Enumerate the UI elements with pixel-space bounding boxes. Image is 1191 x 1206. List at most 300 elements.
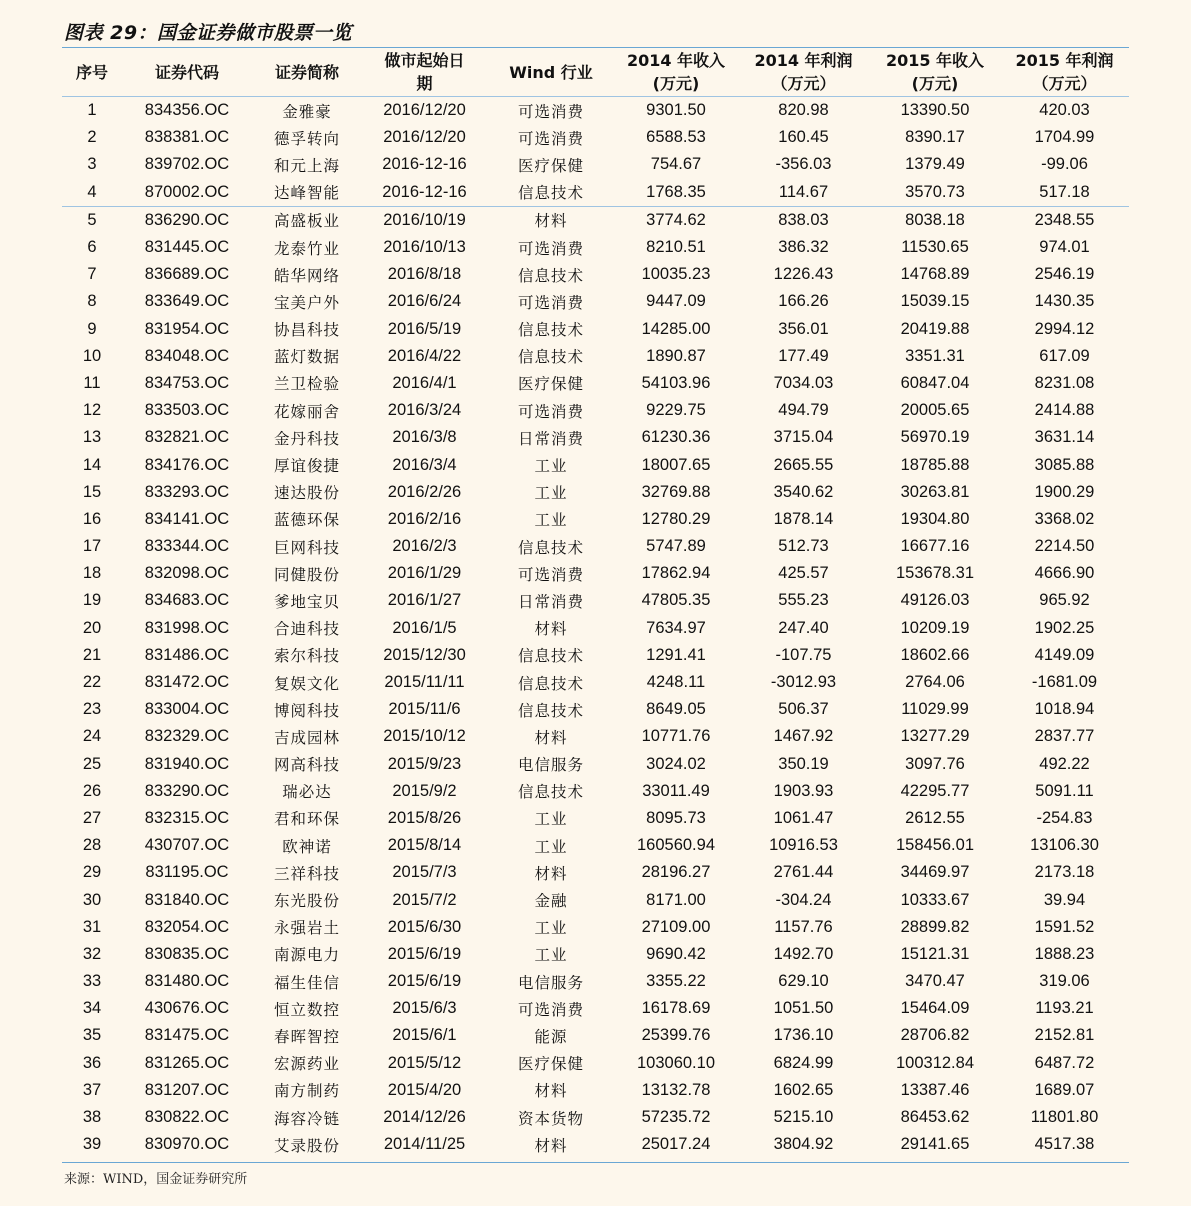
cell-start-date: 2016/3/8 [392,428,457,447]
cell-name: 同健股份 [273,565,340,584]
table-row [62,234,1129,261]
cell-industry: 医疗保健 [517,156,584,175]
table-row [62,151,1129,178]
cell-industry: 可选消费 [517,102,584,121]
cell-profit-2014: 2761.44 [773,863,834,882]
col-header-start-date: 做市起始日 期 [362,48,487,97]
cell-profit-2015: 1888.23 [1034,944,1095,963]
cell-name: 花嫁丽舍 [273,402,340,421]
cell-industry: 可选消费 [517,565,584,584]
cell-index: 17 [82,537,102,556]
cell-revenue-2014: 103060.10 [637,1053,715,1072]
cell-revenue-2014: 7634.97 [646,618,706,637]
cell-index: 14 [82,455,102,474]
cell-code: 839702.OC [144,155,230,174]
table-row [62,288,1129,315]
cell-profit-2014: 838.03 [778,210,829,229]
table-row [62,1050,1129,1077]
cell-profit-2015: 420.03 [1039,101,1090,120]
market-making-stocks-table [62,48,1129,1158]
cell-industry: 材料 [534,212,568,231]
cell-profit-2015: 4149.09 [1034,645,1095,664]
table-row [62,832,1129,859]
cell-start-date: 2015/6/30 [387,917,462,936]
cell-industry: 可选消费 [517,293,584,312]
cell-code: 836689.OC [144,265,230,284]
col-header-profit-2014: 2014 年利润 （万元） [737,48,870,97]
cell-revenue-2014: 32769.88 [641,482,711,501]
table-row [62,859,1129,886]
cell-code: 430676.OC [144,999,230,1018]
cell-start-date: 2016/6/24 [387,292,462,311]
cell-profit-2014: 114.67 [737,179,870,207]
cell-industry: 工业 [534,511,568,530]
cell-revenue-2014: 6588.53 [646,128,706,147]
cell-revenue-2015: 3470.47 [905,972,965,991]
cell-industry: 可选消费 [517,1000,584,1019]
cell-revenue-2014: 1768.35 [615,179,737,207]
cell-profit-2014: 160.45 [778,128,829,147]
cell-industry: 日常消费 [517,592,584,611]
cell-index: 8 [87,292,97,311]
cell-revenue-2015: 18602.66 [900,645,970,664]
cell-profit-2015: 965.92 [1039,591,1090,610]
cell-revenue-2014: 13132.78 [641,1080,711,1099]
cell-revenue-2015: 34469.97 [900,863,970,882]
cell-start-date: 2016/1/27 [387,591,462,610]
cell-code: 831195.OC [145,863,229,882]
cell-start-date: 2016/10/19 [383,210,466,229]
cell-start-date: 2016/2/16 [387,509,462,528]
cell-industry: 材料 [534,1082,568,1101]
cell-index: 11 [83,373,101,392]
cell-start-date: 2016/3/24 [387,401,462,420]
cell-index: 30 [82,890,102,909]
cell-index: 28 [82,836,102,855]
cell-revenue-2014: 54103.96 [641,373,711,392]
table-row [62,1077,1129,1104]
cell-revenue-2015: 20005.65 [900,401,970,420]
cell-code: 836290.OC [144,210,230,229]
cell-profit-2014: 1736.10 [773,1026,834,1045]
cell-profit-2014: 1602.65 [773,1080,834,1099]
cell-profit-2014: 6824.99 [773,1053,834,1072]
cell-start-date: 2016-12-16 [362,179,487,207]
cell-code: 830835.OC [144,944,230,963]
cell-revenue-2015: 30263.81 [900,482,970,501]
table-row [62,424,1129,451]
cell-code: 832098.OC [144,564,230,583]
cell-name: 春晖智控 [273,1027,340,1046]
cell-name: 宝美户外 [273,293,340,312]
cell-profit-2015: 2994.12 [1034,319,1095,338]
cell-profit-2015: -254.83 [1036,808,1093,827]
cell-revenue-2014: 10035.23 [641,265,711,284]
cell-start-date: 2016/4/22 [387,346,462,365]
cell-revenue-2014: 33011.49 [642,781,710,800]
cell-index: 7 [87,265,97,284]
cell-revenue-2015: 2612.55 [905,808,965,827]
cell-name: 龙泰竹业 [273,239,340,258]
col-header-profit-2015: 2015 年利润 （万元） [1000,48,1129,97]
cell-profit-2014: -356.03 [775,155,832,174]
table-row [62,261,1129,288]
table-row [62,886,1129,913]
cell-industry: 信息技术 [517,538,584,557]
cell-industry: 信息技术 [517,674,584,693]
table-header-row [62,48,1129,97]
cell-profit-2014: 820.98 [778,101,829,120]
cell-profit-2015: 3368.02 [1034,509,1095,528]
cell-revenue-2015: 14768.89 [900,265,970,284]
cell-code: 430707.OC [144,836,230,855]
cell-profit-2015: 974.01 [1039,238,1090,257]
cell-code: 830970.OC [144,1135,230,1154]
cell-name: 南源电力 [273,946,340,965]
table-row [62,805,1129,832]
cell-profit-2015: 3085.88 [1034,455,1095,474]
cell-profit-2015: 2173.18 [1034,863,1095,882]
cell-start-date: 2016/12/20 [383,128,466,147]
cell-industry: 信息技术 [517,701,584,720]
cell-profit-2014: 1878.14 [773,509,834,528]
cell-profit-2015: 4517.38 [1034,1135,1095,1154]
cell-name: 和元上海 [273,156,340,175]
cell-name: 三祥科技 [273,864,340,883]
cell-name: 达峰智能 [252,179,362,207]
cell-revenue-2014: 57235.72 [641,1108,711,1127]
cell-start-date: 2016/10/13 [383,238,466,257]
cell-index: 13 [82,428,102,447]
col-header-industry: Wind 行业 [487,48,615,97]
cell-name: 南方制药 [273,1082,340,1101]
cell-index: 10 [82,346,102,365]
cell-start-date: 2015/9/2 [392,781,457,800]
cell-revenue-2015: 8390.17 [905,128,965,147]
cell-industry: 可选消费 [517,402,584,421]
cell-code: 831475.OC [144,1026,230,1045]
cell-name: 艾录股份 [273,1136,340,1155]
cell-name: 高盛板业 [273,212,340,231]
cell-code: 838381.OC [144,128,230,147]
cell-revenue-2015: 60847.04 [900,373,970,392]
cell-name: 瑞必达 [282,783,332,802]
cell-code: 830822.OC [144,1108,230,1127]
cell-name: 恒立数控 [273,1000,340,1019]
cell-revenue-2015: 16677.16 [900,537,970,556]
cell-revenue-2015: 158456.01 [896,836,974,855]
source-note: 来源：WIND，国金证券研究所 [64,1172,248,1187]
cell-revenue-2015: 100312.84 [896,1053,974,1072]
cell-revenue-2015: 11530.65 [901,238,969,257]
cell-revenue-2015: 15121.31 [900,944,970,963]
cell-profit-2014: 555.23 [778,591,829,610]
cell-profit-2014: 386.32 [778,238,829,257]
cell-profit-2015: 1018.94 [1034,700,1095,719]
cell-profit-2014: 1051.50 [773,999,834,1018]
cell-profit-2014: 1061.47 [773,808,834,827]
cell-revenue-2014: 1890.87 [646,346,706,365]
cell-index: 15 [82,482,102,501]
table-row [62,451,1129,478]
table-row [62,642,1129,669]
cell-profit-2014: 629.10 [778,972,829,991]
cell-name: 蓝灯数据 [273,348,340,367]
cell-index: 36 [82,1053,102,1072]
cell-name: 厚谊俊捷 [273,457,340,476]
cell-industry: 材料 [534,620,568,639]
cell-industry: 信息技术 [517,266,584,285]
cell-revenue-2015: 13387.46 [900,1080,970,1099]
cell-profit-2014: 3804.92 [773,1135,834,1154]
cell-revenue-2015: 86453.62 [900,1108,970,1127]
cell-code: 831445.OC [144,238,230,257]
cell-profit-2014: -107.75 [775,645,832,664]
cell-profit-2015: -99.06 [1041,155,1088,174]
cell-index: 38 [82,1108,102,1127]
table-body [62,97,1129,1159]
cell-name: 吉成园林 [273,728,340,747]
cell-code: 831940.OC [144,754,230,773]
cell-start-date: 2015/7/3 [392,863,457,882]
table-row [62,397,1129,424]
cell-industry: 信息技术 [517,647,584,666]
cell-profit-2014: 506.37 [778,700,829,719]
cell-revenue-2014: 9447.09 [646,292,706,311]
cell-name: 东光股份 [273,892,340,911]
table-row [62,696,1129,723]
cell-revenue-2015: 11029.99 [901,700,969,719]
cell-revenue-2015: 3570.73 [870,179,1000,207]
cell-industry: 医疗保健 [517,1055,584,1074]
col-header-index: 序号 [62,48,122,97]
table-row [62,1131,1129,1158]
cell-start-date: 2015/11/6 [388,700,461,719]
cell-industry: 工业 [534,457,568,476]
cell-code: 833503.OC [144,401,230,420]
cell-revenue-2014: 9690.42 [646,944,706,963]
cell-code: 831998.OC [144,618,230,637]
cell-profit-2014: 494.79 [778,401,829,420]
cell-index: 31 [82,917,102,936]
cell-index: 27 [82,808,102,827]
cell-profit-2014: 247.40 [778,618,829,637]
cell-industry: 医疗保健 [517,375,584,394]
cell-profit-2014: 1492.70 [773,944,834,963]
cell-revenue-2015: 56970.19 [900,428,970,447]
cell-code: 834753.OC [144,373,230,392]
cell-code: 834048.OC [144,346,230,365]
cell-revenue-2014: 4248.11 [646,673,706,692]
cell-name: 合迪科技 [273,620,340,639]
cell-profit-2014: 350.19 [778,754,829,773]
table-row [62,723,1129,750]
cell-profit-2015: 1430.35 [1034,292,1095,311]
cell-start-date: 2016/5/19 [387,319,462,338]
cell-code: 870002.OC [122,179,252,207]
cell-revenue-2014: 3355.22 [646,972,706,991]
cell-revenue-2015: 19304.80 [900,509,970,528]
cell-start-date: 2015/6/19 [387,972,462,991]
cell-profit-2015: 517.18 [1000,179,1129,207]
table-row [62,615,1129,642]
cell-index: 29 [82,863,102,882]
cell-industry: 材料 [534,728,568,747]
cell-revenue-2014: 8095.73 [646,808,706,827]
cell-profit-2015: -1681.09 [1031,673,1098,692]
cell-profit-2015: 11801.80 [1030,1108,1099,1127]
cell-industry: 日常消费 [517,429,584,448]
cell-start-date: 2015/6/1 [392,1026,457,1045]
cell-profit-2015: 492.22 [1039,754,1090,773]
cell-start-date: 2016-12-16 [382,155,467,174]
table-row [62,479,1129,506]
col-header-name: 证券简称 [252,48,362,97]
table-row [62,778,1129,805]
cell-revenue-2015: 10209.19 [900,618,970,637]
cell-profit-2015: 2546.19 [1034,265,1095,284]
cell-industry: 材料 [534,1136,568,1155]
table-row [62,587,1129,614]
cell-code: 833293.OC [144,482,230,501]
cell-profit-2015: 1900.29 [1034,482,1095,501]
cell-industry: 信息技术 [517,783,584,802]
cell-name: 博阅科技 [273,701,340,720]
cell-revenue-2014: 3774.62 [646,210,706,229]
cell-start-date: 2015/7/2 [392,890,457,909]
cell-revenue-2014: 754.67 [650,155,702,174]
cell-profit-2014: 166.26 [778,292,829,311]
table-row [62,179,1129,207]
cell-start-date: 2015/10/12 [383,727,466,746]
cell-profit-2014: 1467.92 [773,727,834,746]
cell-index: 1 [87,101,97,120]
table-row [62,914,1129,941]
cell-industry: 信息技术 [517,348,584,367]
cell-index: 5 [87,210,97,229]
cell-revenue-2014: 3024.02 [646,754,706,773]
cell-index: 22 [82,673,102,692]
cell-revenue-2015: 29141.65 [900,1135,970,1154]
cell-code: 831954.OC [144,319,230,338]
cell-code: 832315.OC [144,808,230,827]
cell-name: 金丹科技 [273,429,340,448]
cell-industry: 信息技术 [517,321,584,340]
cell-name: 宏源药业 [273,1055,340,1074]
cell-index: 21 [82,645,102,664]
cell-name: 德孚转向 [273,129,340,148]
cell-index: 6 [87,238,97,257]
cell-index: 24 [82,727,102,746]
cell-code: 831486.OC [144,645,230,664]
cell-industry: 电信服务 [517,973,584,992]
cell-profit-2015: 1902.25 [1034,618,1095,637]
cell-profit-2015: 2348.55 [1034,210,1095,229]
table-row [62,1022,1129,1049]
cell-start-date: 2016/12/20 [383,101,466,120]
table-row [62,506,1129,533]
cell-profit-2014: 1157.76 [774,917,833,936]
cell-profit-2015: 617.09 [1039,346,1090,365]
cell-start-date: 2016/8/18 [387,265,462,284]
cell-profit-2015: 1193.21 [1035,999,1094,1018]
cell-index: 3 [87,155,97,174]
table-row [62,669,1129,696]
cell-code: 831840.OC [144,890,230,909]
table-row [62,124,1129,151]
cell-start-date: 2015/6/3 [392,999,457,1018]
cell-profit-2014: 177.49 [778,346,829,365]
cell-revenue-2015: 42295.77 [900,781,970,800]
cell-code: 833290.OC [144,781,230,800]
cell-code: 833649.OC [144,292,230,311]
cell-industry: 工业 [534,919,568,938]
cell-start-date: 2016/3/4 [392,455,457,474]
cell-name: 金雅豪 [282,102,332,121]
cell-revenue-2015: 28706.82 [900,1026,970,1045]
cell-name: 皓华网络 [273,266,340,285]
cell-name: 福生佳信 [273,973,340,992]
cell-revenue-2014: 28196.27 [641,863,711,882]
cell-profit-2014: 3540.62 [773,482,834,501]
cell-code: 832054.OC [144,917,230,936]
cell-name: 索尔科技 [273,647,340,666]
cell-index: 25 [82,754,102,773]
cell-index: 20 [82,618,102,637]
cell-revenue-2014: 47805.35 [641,591,711,610]
cell-industry: 工业 [534,946,568,965]
cell-index: 26 [82,781,102,800]
cell-revenue-2014: 160560.94 [637,836,715,855]
cell-profit-2015: 319.06 [1039,972,1090,991]
cell-industry: 可选消费 [517,239,584,258]
cell-index: 18 [82,564,102,583]
cell-revenue-2015: 13277.29 [900,727,970,746]
cell-profit-2015: 39.94 [1043,890,1086,909]
cell-start-date: 2015/6/19 [387,944,462,963]
cell-name: 兰卫检验 [273,375,340,394]
cell-industry: 工业 [534,484,568,503]
cell-profit-2015: 2152.81 [1034,1026,1095,1045]
cell-name: 永强岩土 [273,919,340,938]
table-row [62,941,1129,968]
cell-code: 834176.OC [144,455,230,474]
cell-revenue-2015: 3097.76 [905,754,965,773]
cell-start-date: 2015/9/23 [387,754,462,773]
cell-revenue-2014: 1291.41 [646,645,706,664]
cell-revenue-2014: 8649.05 [646,700,706,719]
cell-revenue-2014: 61230.36 [641,428,711,447]
cell-name: 欧神诺 [282,837,332,856]
table-row [62,206,1129,234]
cell-revenue-2015: 18785.88 [900,455,970,474]
cell-profit-2015: 2837.77 [1034,727,1095,746]
table-row [62,560,1129,587]
cell-start-date: 2016/1/29 [387,564,462,583]
cell-name: 爹地宝贝 [273,592,340,611]
cell-revenue-2015: 28899.82 [900,917,970,936]
cell-start-date: 2014/12/26 [383,1108,466,1127]
cell-start-date: 2015/12/30 [383,645,466,664]
cell-index: 16 [82,509,102,528]
bottom-rule [62,1162,1129,1163]
cell-profit-2015: 4666.90 [1034,564,1095,583]
cell-name: 速达股份 [273,484,340,503]
cell-revenue-2015: 13390.50 [900,101,970,120]
cell-industry: 金融 [534,892,568,911]
cell-revenue-2014: 17862.94 [641,564,711,583]
cell-revenue-2015: 20419.88 [900,319,970,338]
